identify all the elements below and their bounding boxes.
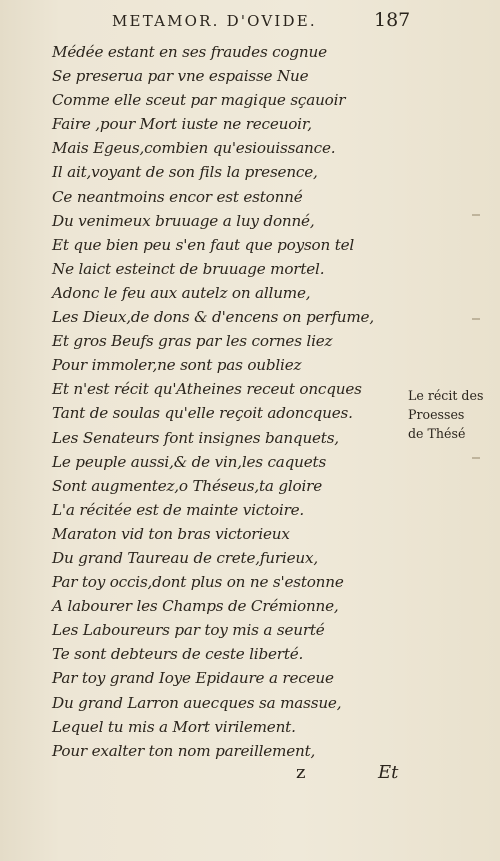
running-head [0, 8, 500, 34]
page-number: 187 [374, 9, 411, 31]
catchword: Et [378, 762, 399, 783]
verse-line-11: Adonc le feu aux autelz on allume, [52, 283, 311, 302]
verse-line-23: Par toy occis,dont plus on ne s'estonne [52, 573, 344, 592]
show-through-mark [472, 214, 480, 216]
running-title: METAMOR. D'OVIDE. [112, 12, 317, 30]
verse-line-4: Faire ,pour Mort iuste ne receuoir, [52, 115, 312, 134]
verse-line-17: Les Senateurs font insignes banquets, [52, 428, 339, 447]
verse-line-5: Mais Egeus,combien qu'esiouissance. [52, 139, 336, 158]
marginal-note [408, 386, 496, 443]
verse-line-21: Maraton vid ton bras victorieux [52, 524, 290, 543]
verse-line-25: Les Laboureurs par toy mis a seurté [52, 621, 325, 640]
page-footer [0, 762, 500, 792]
verse-line-2: Se preserua par vne espaisse Nue [52, 67, 309, 86]
marginal-note-line-2: Proesses [408, 407, 465, 422]
signature-mark: z [296, 762, 306, 783]
verse-block [52, 40, 397, 763]
verse-line-1: Médée estant en ses fraudes cognue [52, 43, 327, 61]
verse-line-15: Et n'est récit qu'Atheines receut oncques [52, 380, 362, 399]
marginal-note-line-1: Le récit des [408, 388, 484, 403]
marginal-note-line-3: de Thésé [408, 426, 466, 441]
verse-line-7: Ce neantmoins encor est estonné [52, 187, 303, 206]
verse-line-18: Le peuple aussi,& de vin,les caquets [52, 452, 327, 471]
show-through-mark [472, 457, 480, 459]
verse-line-6: Il ait,voyant de son fils la presence, [52, 163, 318, 182]
verse-line-20: L'a récitée est de mainte victoire. [52, 500, 305, 519]
verse-line-10: Ne laict esteinct de bruuage mortel. [52, 259, 325, 278]
verse-line-8: Du venimeux bruuage a luy donné, [52, 211, 315, 230]
verse-line-28: Du grand Larron auecques sa massue, [52, 693, 342, 712]
verse-line-27: Par toy grand Ioye Epidaure a receue [52, 669, 334, 688]
verse-line-12: Les Dieux,de dons & d'encens on perfume, [52, 308, 374, 327]
verse-line-19: Sont augmentez,o Théseus,ta gloire [52, 476, 322, 495]
show-through-mark [472, 318, 480, 320]
verse-line-9: Et que bien peu s'en faut que poyson tel [52, 235, 355, 254]
verse-line-13: Et gros Beufs gras par les cornes liez [52, 332, 333, 351]
verse-line-26: Te sont debteurs de ceste liberté. [52, 645, 304, 664]
verse-line-3: Comme elle sceut par magique sçauoir [52, 91, 346, 110]
verse-line-22: Du grand Taureau de crete,furieux, [52, 548, 318, 567]
verse-line-24: A labourer les Champs de Crémionne, [52, 597, 339, 616]
verse-line-14: Pour immoler,ne sont pas oubliez [52, 356, 302, 375]
verse-line-30: Pour exalter ton nom pareillement, [52, 741, 316, 760]
verse-line-16: Tant de soulas qu'elle reçoit adoncques. [52, 404, 353, 423]
verse-line-29: Lequel tu mis a Mort virilement. [52, 717, 296, 736]
